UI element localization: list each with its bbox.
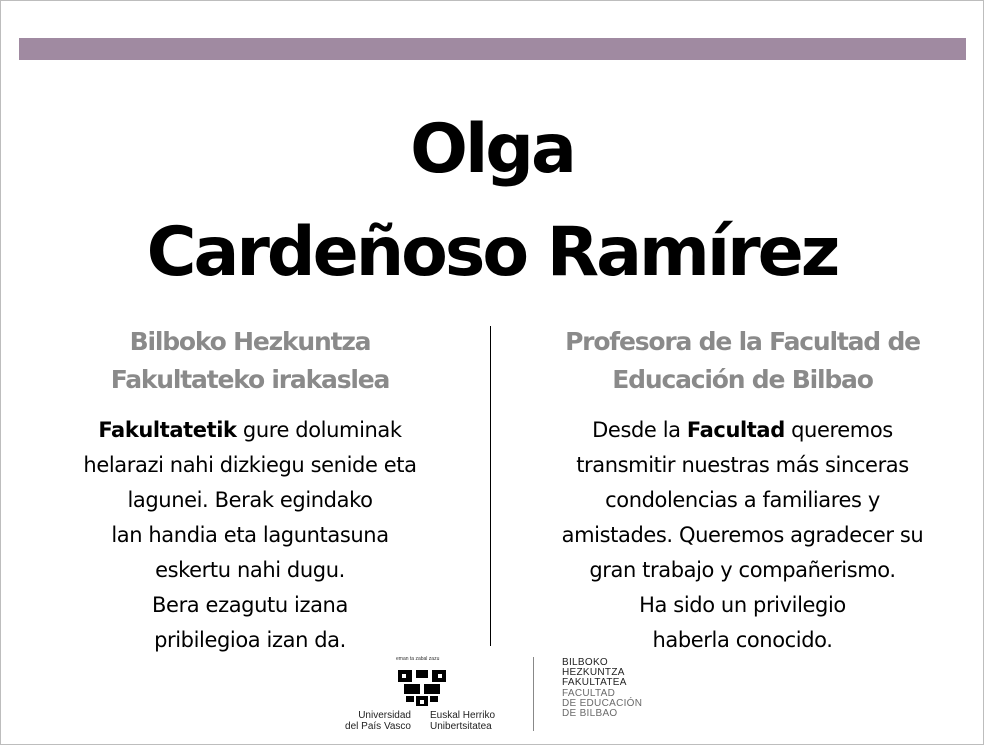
logo-text-line: Unibertsitatea xyxy=(430,721,492,732)
message-line xyxy=(525,413,960,448)
message-line: helarazi nahi dizkiegu senide eta xyxy=(83,453,417,477)
column-divider xyxy=(490,326,491,646)
spanish-heading xyxy=(525,323,960,399)
logo-text-line: Universidad xyxy=(358,710,411,721)
message-line: transmitir nuestras más sinceras xyxy=(576,453,909,477)
faculty-name-eu xyxy=(562,658,642,688)
logo-text-line: del País Vasco xyxy=(345,721,411,732)
spanish-message xyxy=(525,413,960,658)
message-fragment: gure doluminak xyxy=(236,418,402,442)
message-line: Bera ezagutu izana xyxy=(152,593,348,617)
logo-text-line: DE EDUCACIÓN xyxy=(562,698,643,709)
university-name-eu xyxy=(430,710,520,732)
message-line xyxy=(40,413,460,448)
message-line: condolencias a familiares y xyxy=(605,488,880,512)
heading-line: Fakultateko irakaslea xyxy=(110,365,390,394)
accent-bar xyxy=(19,38,966,60)
message-line: lagunei. Berak egindako xyxy=(127,488,373,512)
message-line: eskertu nahi dugu. xyxy=(155,558,345,582)
emphasis-word: Facultad xyxy=(686,418,785,442)
logo-text-line: BILBOKO xyxy=(562,657,609,668)
message-line: Ha sido un privilegio xyxy=(639,593,846,617)
emphasis-word: Fakultatetik xyxy=(98,418,237,442)
message-line: gran trabajo y compañerismo. xyxy=(589,558,896,582)
faculty-name-es xyxy=(562,689,642,719)
message-fragment: queremos xyxy=(784,418,893,442)
message-fragment: Desde la xyxy=(592,418,687,442)
basque-message xyxy=(40,413,460,658)
university-name-es xyxy=(333,710,411,732)
logo-text-line: HEZKUNTZA xyxy=(562,667,625,678)
logo-text-line: DE BILBAO xyxy=(562,708,618,719)
basque-column xyxy=(40,323,460,658)
message-line: amistades. Queremos agradecer su xyxy=(561,523,924,547)
university-motto: eman ta zabal zazu xyxy=(396,656,440,662)
name-surnames: Cardeñoso Ramírez xyxy=(146,213,838,292)
message-line: haberla conocido. xyxy=(652,628,833,652)
university-logo-icon xyxy=(392,660,452,708)
basque-heading xyxy=(40,323,460,399)
logo-divider xyxy=(533,657,534,731)
logo-text-line: Euskal Herriko xyxy=(430,710,496,721)
heading-line: Bilboko Hezkuntza xyxy=(129,327,371,356)
message-line: lan handia eta laguntasuna xyxy=(111,523,389,547)
logo-text-line: FAKULTATEA xyxy=(562,677,627,688)
faculty-logo xyxy=(562,658,642,719)
heading-line: Educación de Bilbao xyxy=(612,365,873,394)
logo-text-line: FACULTAD xyxy=(562,688,616,699)
heading-line: Profesora de la Facultad de xyxy=(565,327,920,356)
name-first: Olga xyxy=(410,110,574,189)
spanish-column xyxy=(525,323,960,658)
message-line: pribilegioa izan da. xyxy=(154,628,346,652)
